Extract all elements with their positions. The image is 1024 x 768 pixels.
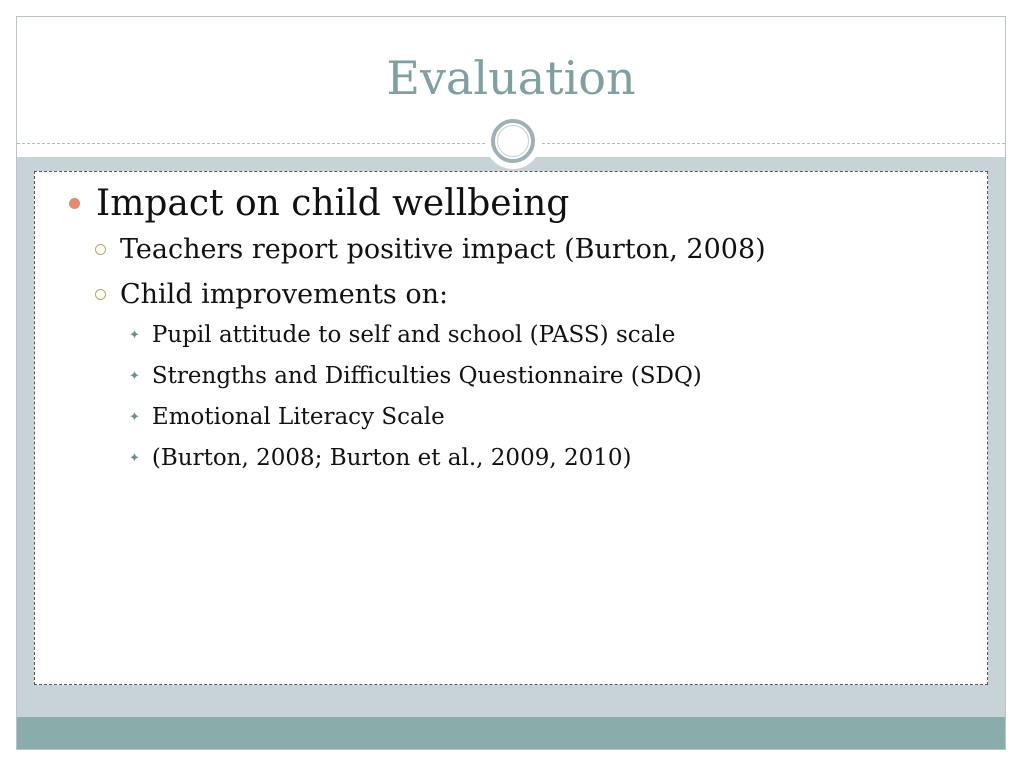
bullet-text: Pupil attitude to self and school (PASS) scale xyxy=(151,322,676,348)
bullet-text: Strengths and Difficulties Questionnaire (SDQ) xyxy=(151,363,702,389)
hollow-circle-bullet-icon xyxy=(95,244,106,255)
hollow-circle-bullet-icon xyxy=(95,289,106,300)
bullet-text: Teachers report positive impact (Burton, 2008) xyxy=(120,234,766,265)
bullet-sdq xyxy=(129,363,702,389)
bullet-text: Emotional Literacy Scale xyxy=(151,404,445,430)
bullet-emotional-literacy xyxy=(129,404,445,430)
bullet-teachers-report xyxy=(85,234,766,265)
bullet-impact-on-child-wellbeing xyxy=(57,183,569,224)
bullet-text: Child improvements on: xyxy=(120,279,449,310)
slide xyxy=(16,16,1006,750)
filled-circle-bullet-icon xyxy=(69,198,80,209)
four-point-star-bullet-icon: ✦ xyxy=(129,450,140,466)
bullet-citations xyxy=(129,445,631,471)
bullet-text: Impact on child wellbeing xyxy=(96,183,570,224)
bullet-child-improvements xyxy=(85,279,448,310)
divider-circle-inner-ring xyxy=(497,125,529,157)
four-point-star-bullet-icon: ✦ xyxy=(129,327,140,343)
four-point-star-bullet-icon: ✦ xyxy=(129,409,140,425)
bullet-pass-scale xyxy=(129,322,675,348)
slide-title: Evaluation xyxy=(386,51,636,105)
four-point-star-bullet-icon: ✦ xyxy=(129,368,140,384)
bullet-text: (Burton, 2008; Burton et al., 2009, 2010) xyxy=(151,445,632,471)
footer-band xyxy=(17,717,1005,750)
